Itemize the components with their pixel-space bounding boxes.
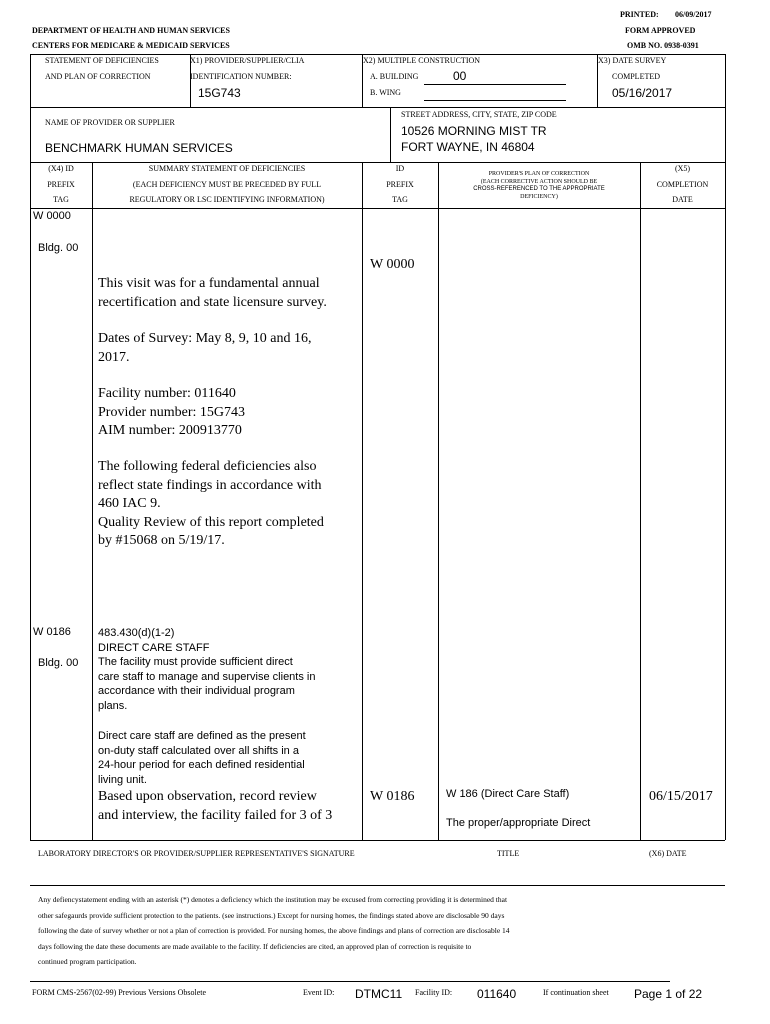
printed-label: PRINTED: [620,10,659,19]
x4-tag: TAG [53,195,69,204]
regulation-definition [98,729,306,787]
building-value: 00 [453,69,467,83]
text-line: plans. [98,699,128,712]
address-label: STREET ADDRESS, CITY, STATE, ZIP CODE [401,110,557,119]
provider-name-label: NAME OF PROVIDER OR SUPPLIER [45,118,175,127]
paragraph-observation [98,788,332,825]
rule [30,981,670,982]
x1-label: X1) PROVIDER/SUPPLIER/CLIA [190,56,305,65]
rule [30,107,725,108]
id-header: ID [395,164,405,173]
tag-w0186: W 0186 [33,626,71,638]
id-prefix: PREFIX [386,180,414,189]
page-number: Page 1 of 22 [634,987,703,1001]
tag-w0186-right: W 0186 [370,789,415,804]
disclaimer-line: days following the date these documents are made available to the facility. If deficiencies are cited, an approved plan of correction is requisite to [38,941,472,951]
event-id: DTMC11 [355,987,403,1001]
text-line: Based upon observation, record review [98,789,317,804]
provider-name: BENCHMARK HUMAN SERVICES [45,141,233,155]
date-header: DATE [672,195,693,204]
wing-label: B. WING [370,88,401,97]
form-number: FORM CMS-2567(02-99) Previous Versions Obsolete [32,988,207,997]
text-line: 2017. [98,349,130,365]
identification-label: IDENTIFICATION NUMBER: [190,72,292,81]
x2-label: X2) MULTIPLE CONSTRUCTION [363,56,481,65]
text-line: recertification and state licensure survey. [98,294,327,310]
text-line: Quality Review of this report completed [98,514,324,530]
paragraph-findings [98,458,324,551]
x5-header: (X5) [674,164,691,173]
provider-id: 15G743 [198,86,241,100]
plan-subheader-2: CROSS-REFERENCED TO THE APPROPRIATE [473,186,605,192]
text-line: The facility must provide sufficient direct [98,656,293,669]
form-approved: FORM APPROVED [625,26,696,35]
plan-header: PROVIDER'S PLAN OF CORRECTION [488,171,590,177]
department-title: DEPARTMENT OF HEALTH AND HUMAN SERVICES [32,26,230,35]
rule [30,840,725,841]
text-line: This visit was for a fundamental annual [98,276,320,291]
disclaimer-line: other safegaurds provide sufficient protection to the patients. (see instructions.) Except for nursing homes, the findings stated above are disclosable 90 days [38,910,505,920]
text-line: reflect state findings in accordance with [98,477,322,493]
rule [30,162,725,163]
text-line: Dates of Survey: May 8, 9, 10 and 16, [98,331,312,346]
paragraph-intro [98,275,327,312]
completion-date: 06/15/2017 [649,789,713,804]
plan-subheader-3: DEFICIENCY) [520,194,558,200]
building-tag: Bldg. 00 [38,242,79,254]
centers-title: CENTERS FOR MEDICARE & MEDICAID SERVICES [32,41,230,50]
plan-subheader: (EACH CORRECTIVE ACTION SHOULD BE [480,179,598,185]
disclaimer [38,892,510,970]
wing-underline [424,100,566,101]
street-address: 10526 MORNING MIST TR [401,124,547,138]
summary-subheader: (EACH DEFICIENCY MUST BE PRECEDED BY FULL [132,180,322,189]
disclaimer-line: following the date of survey whether or not a plan of correction is provided. For nursing homes, the above findings and plans of correction are disclosable 14 [38,926,510,935]
building-underline [424,84,566,85]
continuation-label: If continuation sheet [543,988,609,997]
plan-correction-text: The proper/appropriate Direct [446,817,591,829]
paragraph-dates [98,330,311,367]
rule [390,107,391,162]
summary-subheader-2: REGULATORY OR LSC IDENTIFYING INFORMATION) [129,195,325,204]
title-label: TITLE [497,849,520,858]
text-line: by #15068 on 5/19/17. [98,533,225,548]
rule [30,208,725,209]
text-line: The following federal deficiencies also [98,459,317,474]
completion-header: COMPLETION [656,180,709,189]
id-tag: TAG [392,195,408,204]
date-label: (X6) DATE [649,849,687,858]
plan-label: AND PLAN OF CORRECTION [45,72,151,81]
text-line: Facility number: 011640 [98,386,236,401]
rule [92,162,93,840]
city-state-zip: FORT WAYNE, IN 46804 [401,140,535,154]
facility-id: 011640 [477,987,517,1001]
text-line: AIM number: 200913770 [98,423,242,438]
text-line: DIRECT CARE STAFF [98,641,210,654]
building-label: A. BUILDING [370,72,419,81]
rule [725,54,726,840]
survey-date: 05/16/2017 [612,86,673,100]
text-line: accordance with their individual program [98,685,295,698]
facility-id-label: Facility ID: [415,988,453,997]
tag-w0000: W 0000 [33,210,71,222]
printed-date: 06/09/2017 [675,10,712,19]
disclaimer-line: continued program participation. [38,957,137,966]
completed-label: COMPLETED [612,72,660,81]
rule [30,54,725,55]
x3-label: X3) DATE SURVEY [598,56,667,65]
text-line: 24-hour period for each defined residential [98,759,305,772]
signature-label: LABORATORY DIRECTOR'S OR PROVIDER/SUPPLIER REPRESENTATIVE'S SIGNATURE [38,849,355,858]
plan-correction-title: W 186 (Direct Care Staff) [446,788,570,800]
summary-header: SUMMARY STATEMENT OF DEFICIENCIES [148,164,306,173]
x4-prefix: PREFIX [47,180,75,189]
text-line: living unit. [98,773,147,786]
text-line: 460 IAC 9. [98,496,161,511]
rule [362,162,363,840]
statement-label: STATEMENT OF DEFICIENCIES [45,56,159,65]
omb-number: OMB NO. 0938-0391 [627,41,699,50]
rule [438,162,439,840]
paragraph-numbers [98,385,245,441]
rule [30,885,725,886]
regulation-text [98,626,315,714]
text-line: on-duty staff calculated over all shifts in a [98,744,299,757]
event-id-label: Event ID: [303,988,335,997]
text-line: Provider number: 15G743 [98,404,245,420]
building-tag: Bldg. 00 [38,657,79,669]
text-line: 483.430(d)(1-2) [98,627,175,639]
text-line: and interview, the facility failed for 3 of 3 [98,807,333,823]
rule [640,162,641,840]
text-line: Direct care staff are defined as the present [98,730,306,742]
disclaimer-line: Any defiencystatement ending with an asterisk (*) denotes a deficiency which the institution may be excused from correcting providing it is determined that [38,895,508,904]
x4-header: (X4) ID [48,164,74,173]
text-line: care staff to manage and supervise clients in [98,670,316,683]
tag-w0000-right: W 0000 [370,257,415,272]
